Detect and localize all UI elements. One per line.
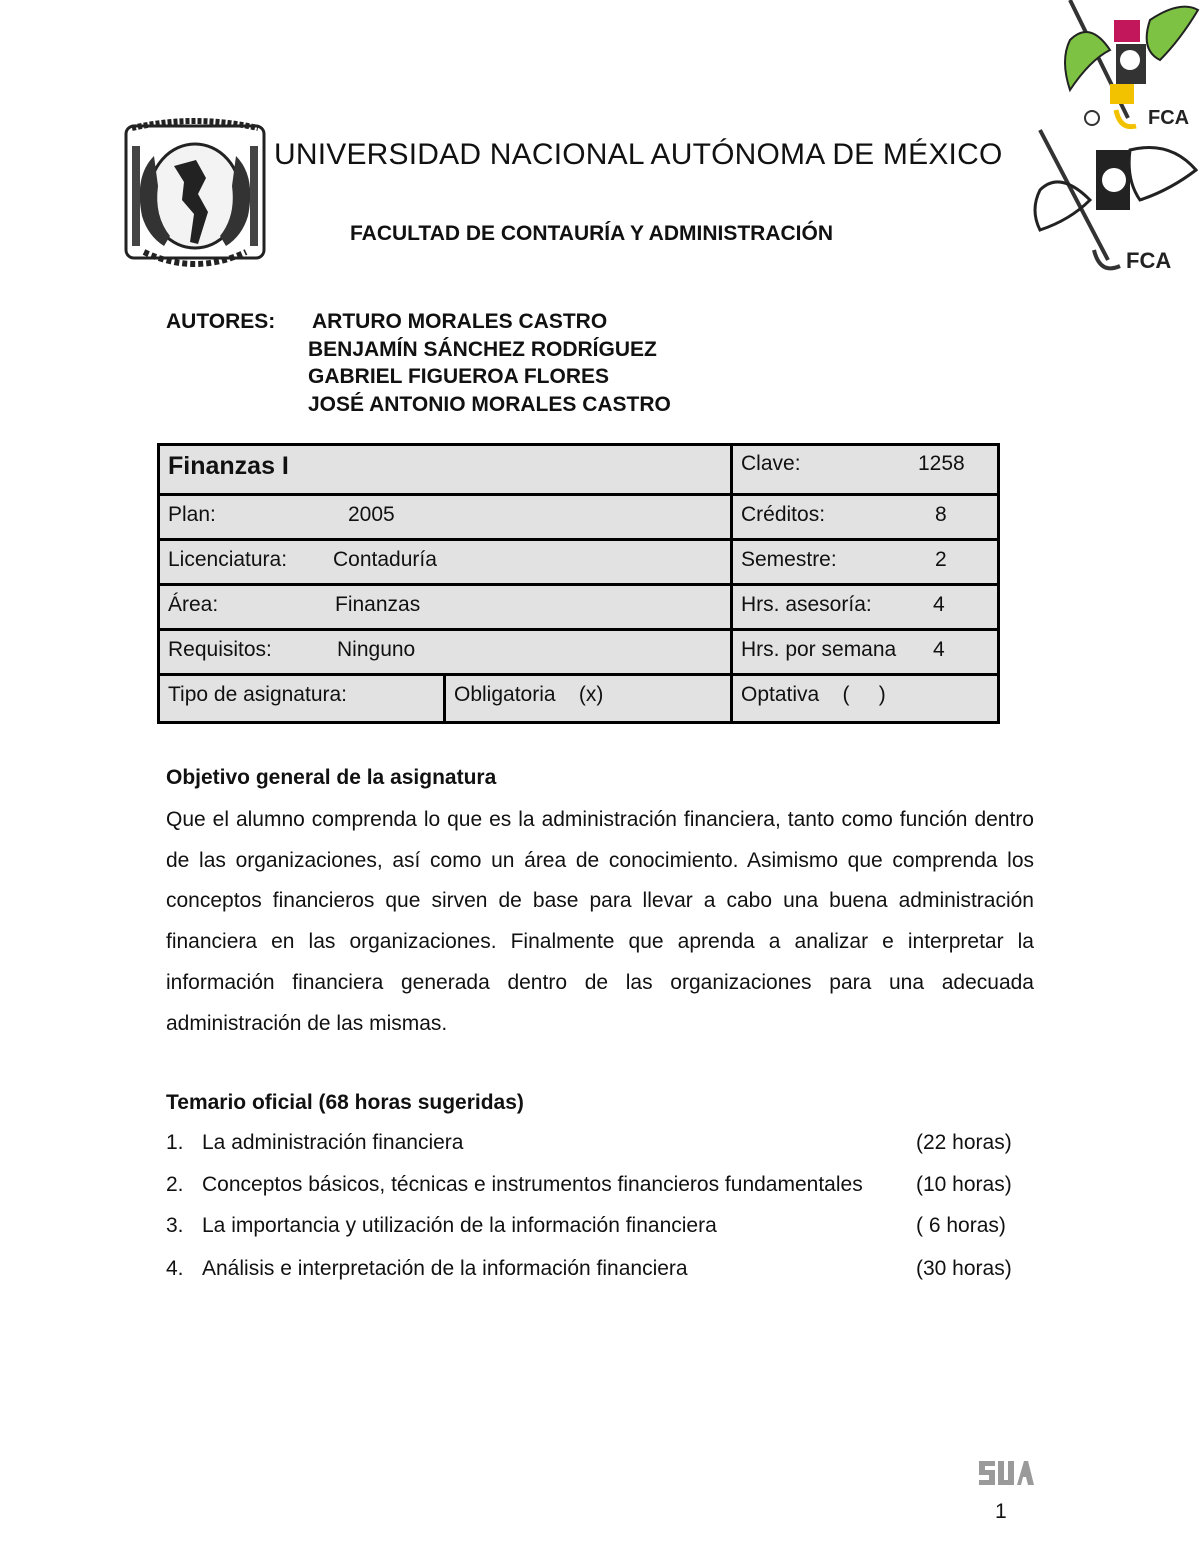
clave-value: 1258 bbox=[918, 452, 965, 475]
syllabus-topic bbox=[166, 1214, 1022, 1244]
obligatoria-cell bbox=[446, 676, 733, 721]
authors-list bbox=[308, 310, 671, 420]
objective-text: Que el alumno comprenda lo que es la administración financiera, tanto como función dentro de las organizaciones, así como un área de conocimiento. Asimismo que comprenda los conceptos financieros que sirven de base para llevar a cabo una buena administración financiera en las organizaciones. Finalmente que aprenda a analizar e interpretar la información financiera generada dentro de las organizaciones para una adecuada administración de las mismas. bbox=[166, 808, 1034, 1035]
topic-hours: (30 horas) bbox=[916, 1257, 1012, 1280]
topic-hours: ( 6 horas) bbox=[916, 1214, 1006, 1237]
topic-title: La importancia y utilización de la información financiera bbox=[202, 1214, 717, 1237]
objective-heading: Objetivo general de la asignatura bbox=[166, 766, 497, 789]
licenciatura-label: Licenciatura: bbox=[168, 548, 288, 571]
asesoria-value: 4 bbox=[933, 593, 945, 616]
area-value: Finanzas bbox=[335, 593, 421, 616]
topic-hours: (22 horas) bbox=[916, 1131, 1012, 1154]
syllabus-heading: Temario oficial (68 horas sugeridas) bbox=[166, 1091, 524, 1114]
fca-label-bottom: FCA bbox=[1126, 248, 1172, 273]
plan-cell bbox=[160, 496, 733, 541]
topic-number: 4. bbox=[166, 1257, 184, 1280]
hrs-semana-label: Hrs. por semana bbox=[741, 638, 897, 661]
requisitos-value: Ninguno bbox=[337, 638, 416, 661]
course-name-cell bbox=[160, 446, 733, 496]
university-title: UNIVERSIDAD NACIONAL AUTÓNOMA DE MÉXICO bbox=[274, 138, 1003, 171]
author-name: JOSÉ ANTONIO MORALES CASTRO bbox=[308, 392, 671, 416]
author-name: GABRIEL FIGUEROA FLORES bbox=[308, 365, 610, 388]
plan-value: 2005 bbox=[348, 503, 395, 526]
clave-cell bbox=[733, 446, 997, 496]
topic-hours: (10 horas) bbox=[916, 1173, 1012, 1196]
author-name: ARTURO MORALES CASTRO bbox=[312, 310, 608, 333]
semestre-label: Semestre: bbox=[741, 548, 837, 571]
course-info-table bbox=[157, 443, 1000, 724]
obligatoria-option: Obligatoria (x) bbox=[454, 683, 604, 706]
creditos-label: Créditos: bbox=[741, 503, 826, 526]
clave-label: Clave: bbox=[741, 452, 801, 475]
semestre-cell bbox=[733, 541, 997, 586]
licenciatura-value: Contaduría bbox=[333, 548, 437, 571]
fca-logo-icon bbox=[1030, 0, 1200, 284]
creditos-cell bbox=[733, 496, 997, 541]
page-number: 1 bbox=[995, 1500, 1007, 1523]
hrs-semana-value: 4 bbox=[933, 638, 945, 661]
licenciatura-cell bbox=[160, 541, 733, 586]
syllabus-topic bbox=[166, 1173, 1022, 1203]
tipo-asignatura-cell bbox=[160, 676, 446, 721]
fca-label-top: FCA bbox=[1148, 107, 1190, 129]
topic-title: Análisis e interpretación de la información financiera bbox=[202, 1257, 688, 1280]
hrs-semana-cell bbox=[733, 631, 997, 676]
topic-number: 2. bbox=[166, 1173, 184, 1196]
area-label: Área: bbox=[168, 593, 219, 616]
syllabus-topic bbox=[166, 1131, 1022, 1161]
area-cell bbox=[160, 586, 733, 631]
requisitos-label: Requisitos: bbox=[168, 638, 272, 661]
requisitos-cell bbox=[160, 631, 733, 676]
faculty-title: FACULTAD DE CONTAURÍA Y ADMINISTRACIÓN bbox=[350, 222, 833, 245]
course-name: Finanzas I bbox=[168, 452, 289, 480]
asesoria-cell bbox=[733, 586, 997, 631]
syllabus-topic bbox=[166, 1257, 1022, 1287]
sua-logo-icon bbox=[977, 1457, 1035, 1487]
creditos-value: 8 bbox=[935, 503, 947, 526]
topic-number: 3. bbox=[166, 1214, 184, 1237]
asesoria-label: Hrs. asesoría: bbox=[741, 593, 872, 616]
authors-label: AUTORES: bbox=[166, 310, 276, 333]
optativa-option: Optativa ( ) bbox=[741, 683, 886, 706]
optativa-cell bbox=[733, 676, 997, 721]
topic-title: Conceptos básicos, técnicas e instrumentos financieros fundamentales bbox=[202, 1173, 863, 1196]
topic-title: La administración financiera bbox=[202, 1131, 464, 1154]
plan-label: Plan: bbox=[168, 503, 216, 526]
topic-number: 1. bbox=[166, 1131, 184, 1154]
semestre-value: 2 bbox=[935, 548, 947, 571]
author-name: BENJAMÍN SÁNCHEZ RODRÍGUEZ bbox=[308, 337, 657, 361]
unam-seal-icon bbox=[124, 116, 266, 270]
tipo-label: Tipo de asignatura: bbox=[168, 683, 348, 706]
